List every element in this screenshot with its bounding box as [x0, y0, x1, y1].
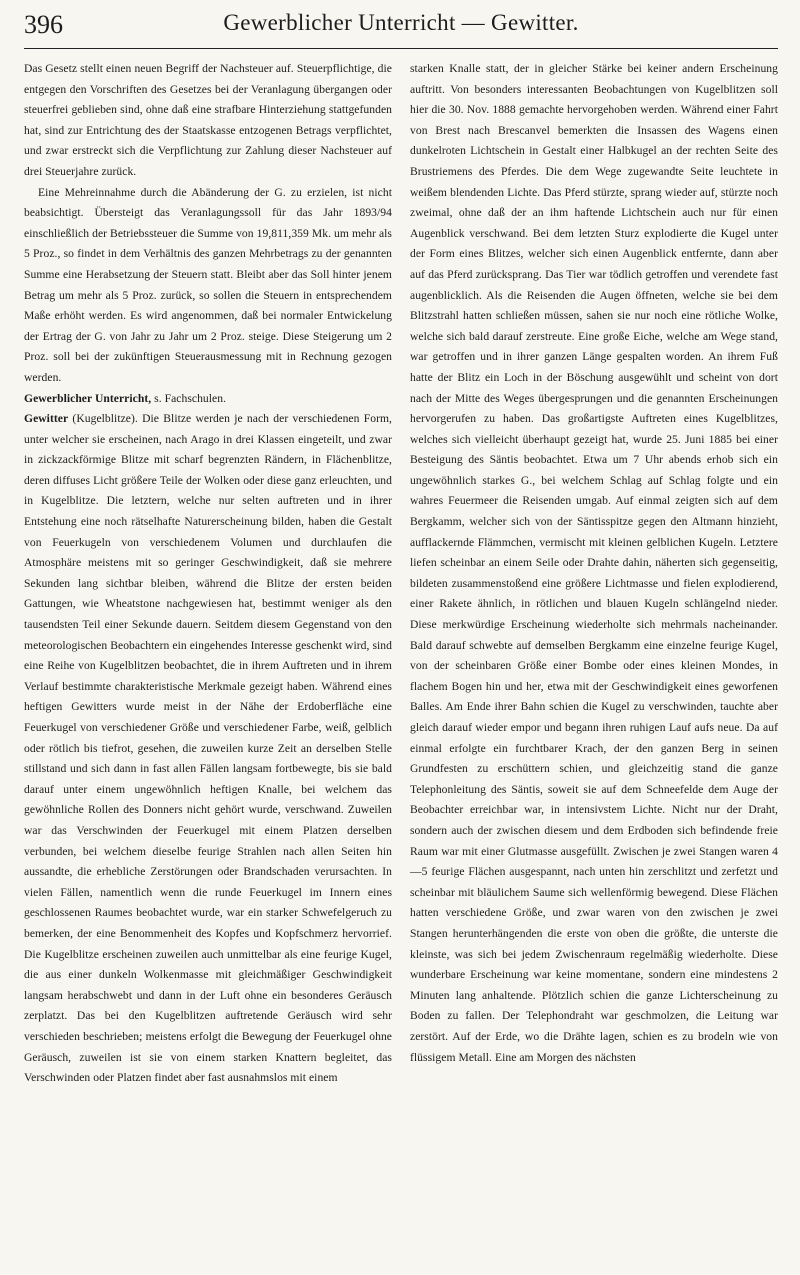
- page-number: 396: [24, 10, 63, 39]
- entry-headword: Gewerblicher Unterricht,: [24, 391, 152, 405]
- running-title: Gewerblicher Unterricht — Gewitter.: [223, 10, 579, 35]
- cross-reference: s. Fachschulen.: [151, 391, 227, 405]
- left-column: [24, 59, 392, 1089]
- entry-headword: Gewitter: [24, 412, 69, 426]
- right-column: [410, 59, 778, 1089]
- entry-body: Die Blitze werden je nach der verschiedenen Form, unter welcher sie erscheinen, nach Arago in drei Klassen eingeteilt, und zwar in zickzackförmige Blitze mit scharf begrenzten Rändern, in Flächenblitze, deren diffuses Licht größere Teile der Wolken oder diese ganz erleuchten, und in Kugelblitze. Die letztern, welche nur selten auftreten und in ihrer Entstehung eine noch rätselhafte Naturerscheinung bilden, haben die Gestalt von Feuerkugeln von verschiedenem Volumen und durchlaufen die Atmosphäre meistens mit so geringer Geschwindigkeit, daß sie mehrere Sekunden lang sichtbar bleiben, während die Blitze der ersten beiden Gattungen, wie Wheatstone nachgewiesen hat, bestimmt weniger als den tausendsten Teil einer Sekunde dauern. Seitdem diesem Gegenstand von den meteorologischen Beobachtern ein eingehendes Interesse geschenkt wird, sind eine Reihe von Kugelblitzen beobachtet, die in ihrem Auftreten und in ihrem Verlauf bestimmte charakteristische Merkmale gezeigt haben. Während eines heftigen Gewitters wurde meist in der Nähe der Erdoberfläche eine Feuerkugel von verschiedener Größe und verschiedener Farbe, weiß, gelblich oder rötlich bis tiefrot, gesehen, die zuweilen kurze Zeit an derselben Stelle stillstand und sich dann in fast allen Fällen langsam fortbewegte, bis sie bald darauf unter einem ungewöhnlich heftigen Knalle, bei welchem das gewöhnliche Rollen des Donners nicht gehört wurde, verschwand. Zuweilen war das Verschwinden der Feuerkugel mit einem Platzen derselben verbunden, bei welchem dieselbe feurige Strahlen nach allen Seiten hin aussandte, die erhebliche Zerstörungen oder Brandschaden verursachten. In vielen Fällen, namentlich wenn die runde Feuerkugel im Innern eines geschlossenen Raumes beobachtet wurde, war ein starker Schwefelgeruch zu bemerken, der eine Benommenheit des Kopfes und Kopfschmerz hervorrief. Die Kugelblitze erscheinen zuweilen auch unmittelbar als eine feurige Kugel, die aus einer dunkeln Wolkenmasse mit gleichmäßiger Geschwindigkeit langsam herabschwebt und dann in der Luft ohne ein besonderes Geräusch zerplatzt. Das bei den Kugelblitzen auftretende Geräusch wird sehr verschieden beschrieben; meistens erfolgt die Bewegung der Feuerkugel ohne Geräusch, zuweilen ist sie von einem starken Knattern begleitet, das Verschwinden oder Platzen findet aber fast ausnahmslos mit einem: [24, 412, 392, 1085]
- entry-gewerblicher-unterricht: [24, 389, 392, 410]
- paragraph: starken Knalle statt, der in gleicher Stärke bei keiner andern Erscheinung auftritt. Von besonders interessanten Beobachtungen von Kugelblitzen soll hier die 30. Nov. 1888 gemachte hervorgehoben werden. Während einer Fahrt von Brest nach Brescanvel bemerkten die Insassen des Wagens einen dunkelroten Lichtschein in Gestalt einer Halbkugel an der rechten Seite des Brustriemens des Pferdes. Die dem Wege zugewandte Seite leuchtete in weißem blendenden Lichte. Das Pferd stürzte, sprang wieder auf, stürzte noch zweimal, ohne daß der an ihm haftende Lichtschein auch nur für einen Augenblick verschwand. Bei dem letzten Sturz explodierte die Kugel unter der Form eines Blitzes, welcher sich einen Augenblick entfernte, dann aber auf das Pferd zurücksprang. Das Tier war tödlich getroffen und verendete fast augenblicklich. Als die Reisenden die Augen öffneten, welche sie bei dem Blitzstrahl hatten schließen müssen, sahen sie nur noch eine rötliche Wolke, welche sich bald darauf zerstreute. Eine große Eiche, welche am Wege stand, war getroffen und in ihrer ganzen Länge gespalten worden. An ihrem Fuß hatte der Blitz ein Loch in der Böschung ausgewühlt und scheint von dort nach der Mitte des Weges übergesprungen und die genannten Erscheinungen hervorgerufen zu haben. Das großartigste Auftreten eines Kugelblitzes, welches sich vielleicht überhaupt gezeigt hat, wurde 25. Juni 1885 bei einer Besteigung des Säntis beobachtet. Etwa um 7 Uhr abends erhob sich ein ungewöhnlich starkes G., bei welchem Schlag auf Schlag folgte und ein wahres Feuermeer die Reisenden umgab. Auf einmal zeigten sich auf dem Bergkamm, welcher sich von der Säntisspitze gegen den Altmann hinzieht, aufflackernde Flämmchen, vermischt mit kleinen gelblichen Kugeln. Letztere liefen scheinbar an einem Seile oder Drahte dahin, näherten sich gegenseitig, bildeten zusammenstoßend eine größere Lichtmasse und fielen explodierend, einer Rakete ähnlich, in rötlichen und blauen Kugeln schlängelnd nieder. Diese merkwürdige Erscheinung wiederholte sich mehrmals nacheinander. Bald darauf schwebte auf demselben Bergkamm eine einzelne feurige Kugel, von der scheinbaren Größe einer Bombe oder eines kleinen Mondes, in flachem Bogen hin und her, etwa mit der Geschwindigkeit eines geworfenen Balles. Am Ende ihrer Bahn schien die Kugel zu verschwinden, tauchte aber gleich darauf wieder empor und begann ihren ruhigen Lauf aufs neue. Da auf einmal erfolgte ein furchtbarer Krach, der den ganzen Berg in seinen Grundfesten zu erschüttern schien, und gleichzeitig stand die ganze Telephonleitung des Säntis, soweit sie auf dem Schneefelde dem Auge der Beobachter erreichbar war, in intensivstem Lichte. Nicht nur der Draht, sondern auch der zwischen diesem und dem Erdboden sich befindende freie Raum war mit einer Glutmasse ausgefüllt. Zwischen je zwei Stangen waren 4—5 feurige Flächen ausgespannt, nach unten hin zerschlitzt und zerfetzt und scheinbar mit bläulichem Saume sich wellenförmig bewegend. Diese Flächen hatten verschiedene Größe, und zwar waren von den zwischen je zwei Stangen herunterhängenden die erste von oben die größte, die unterste die kleinste, was sich bei jedem Zwischenraum regelmäßig wiederholte. Diese wunderbare Erscheinung war keine momentane, sondern eine mindestens 2 Minuten lang anhaltende. Plötzlich schien die ganze Lichterscheinung zu Boden zu fallen. Der Telephondraht war geschmolzen, die Leitung war zerstört. Auf der Erde, wo die Drähte lagen, schien es zu brodeln wie von flüssigem Metall. Eine am Morgen des nächsten: [410, 62, 778, 1064]
- entry-gewitter: [24, 409, 392, 1089]
- page-header: [24, 8, 778, 49]
- entry-subtitle: (Kugelblitze).: [68, 412, 138, 426]
- paragraph: Eine Mehreinnahme durch die Abänderung der G. zu erzielen, ist nicht beabsichtigt. Übersteigt das Veranlagungssoll für das Jahr 1893/94 einschließlich der Betriebssteuer die Summe von 19,811,359 Mk. um mehr als 5 Proz., so findet in dem Verhältnis des ganzen Mehrbetrags zu der genannten Summe eine Herabsetzung der Steuern statt. Bleibt aber das Soll hinter jenem Betrag um mehr als 5 Proz. zurück, so sollen die Steuern in entsprechendem Maße erhöht werden. Es wird angenommen, daß bei normaler Entwickelung der Ertrag der G. von Jahr zu Jahr um 2 Proz. steige. Diese Steigerung um 2 Proz. soll bei der zukünftigen Steuerausmessung mit in Rechnung gezogen werden.: [24, 185, 392, 384]
- paragraph: Das Gesetz stellt einen neuen Begriff der Nachsteuer auf. Steuerpflichtige, die entgegen den Vorschriften des Gesetzes bei der Veranlagung übergangen oder steuerfrei geblieben sind, ohne daß eine strafbare Hinterziehung stattgefunden hat, sind zur Entrichtung des der Staatskasse entzogenen Betrags verpflichtet, und zwar erstreckt sich die Verpflichtung zur Zahlung dieser Nachsteuer auf drei Steuerjahre zurück.: [24, 62, 392, 178]
- text-columns: [24, 59, 778, 1089]
